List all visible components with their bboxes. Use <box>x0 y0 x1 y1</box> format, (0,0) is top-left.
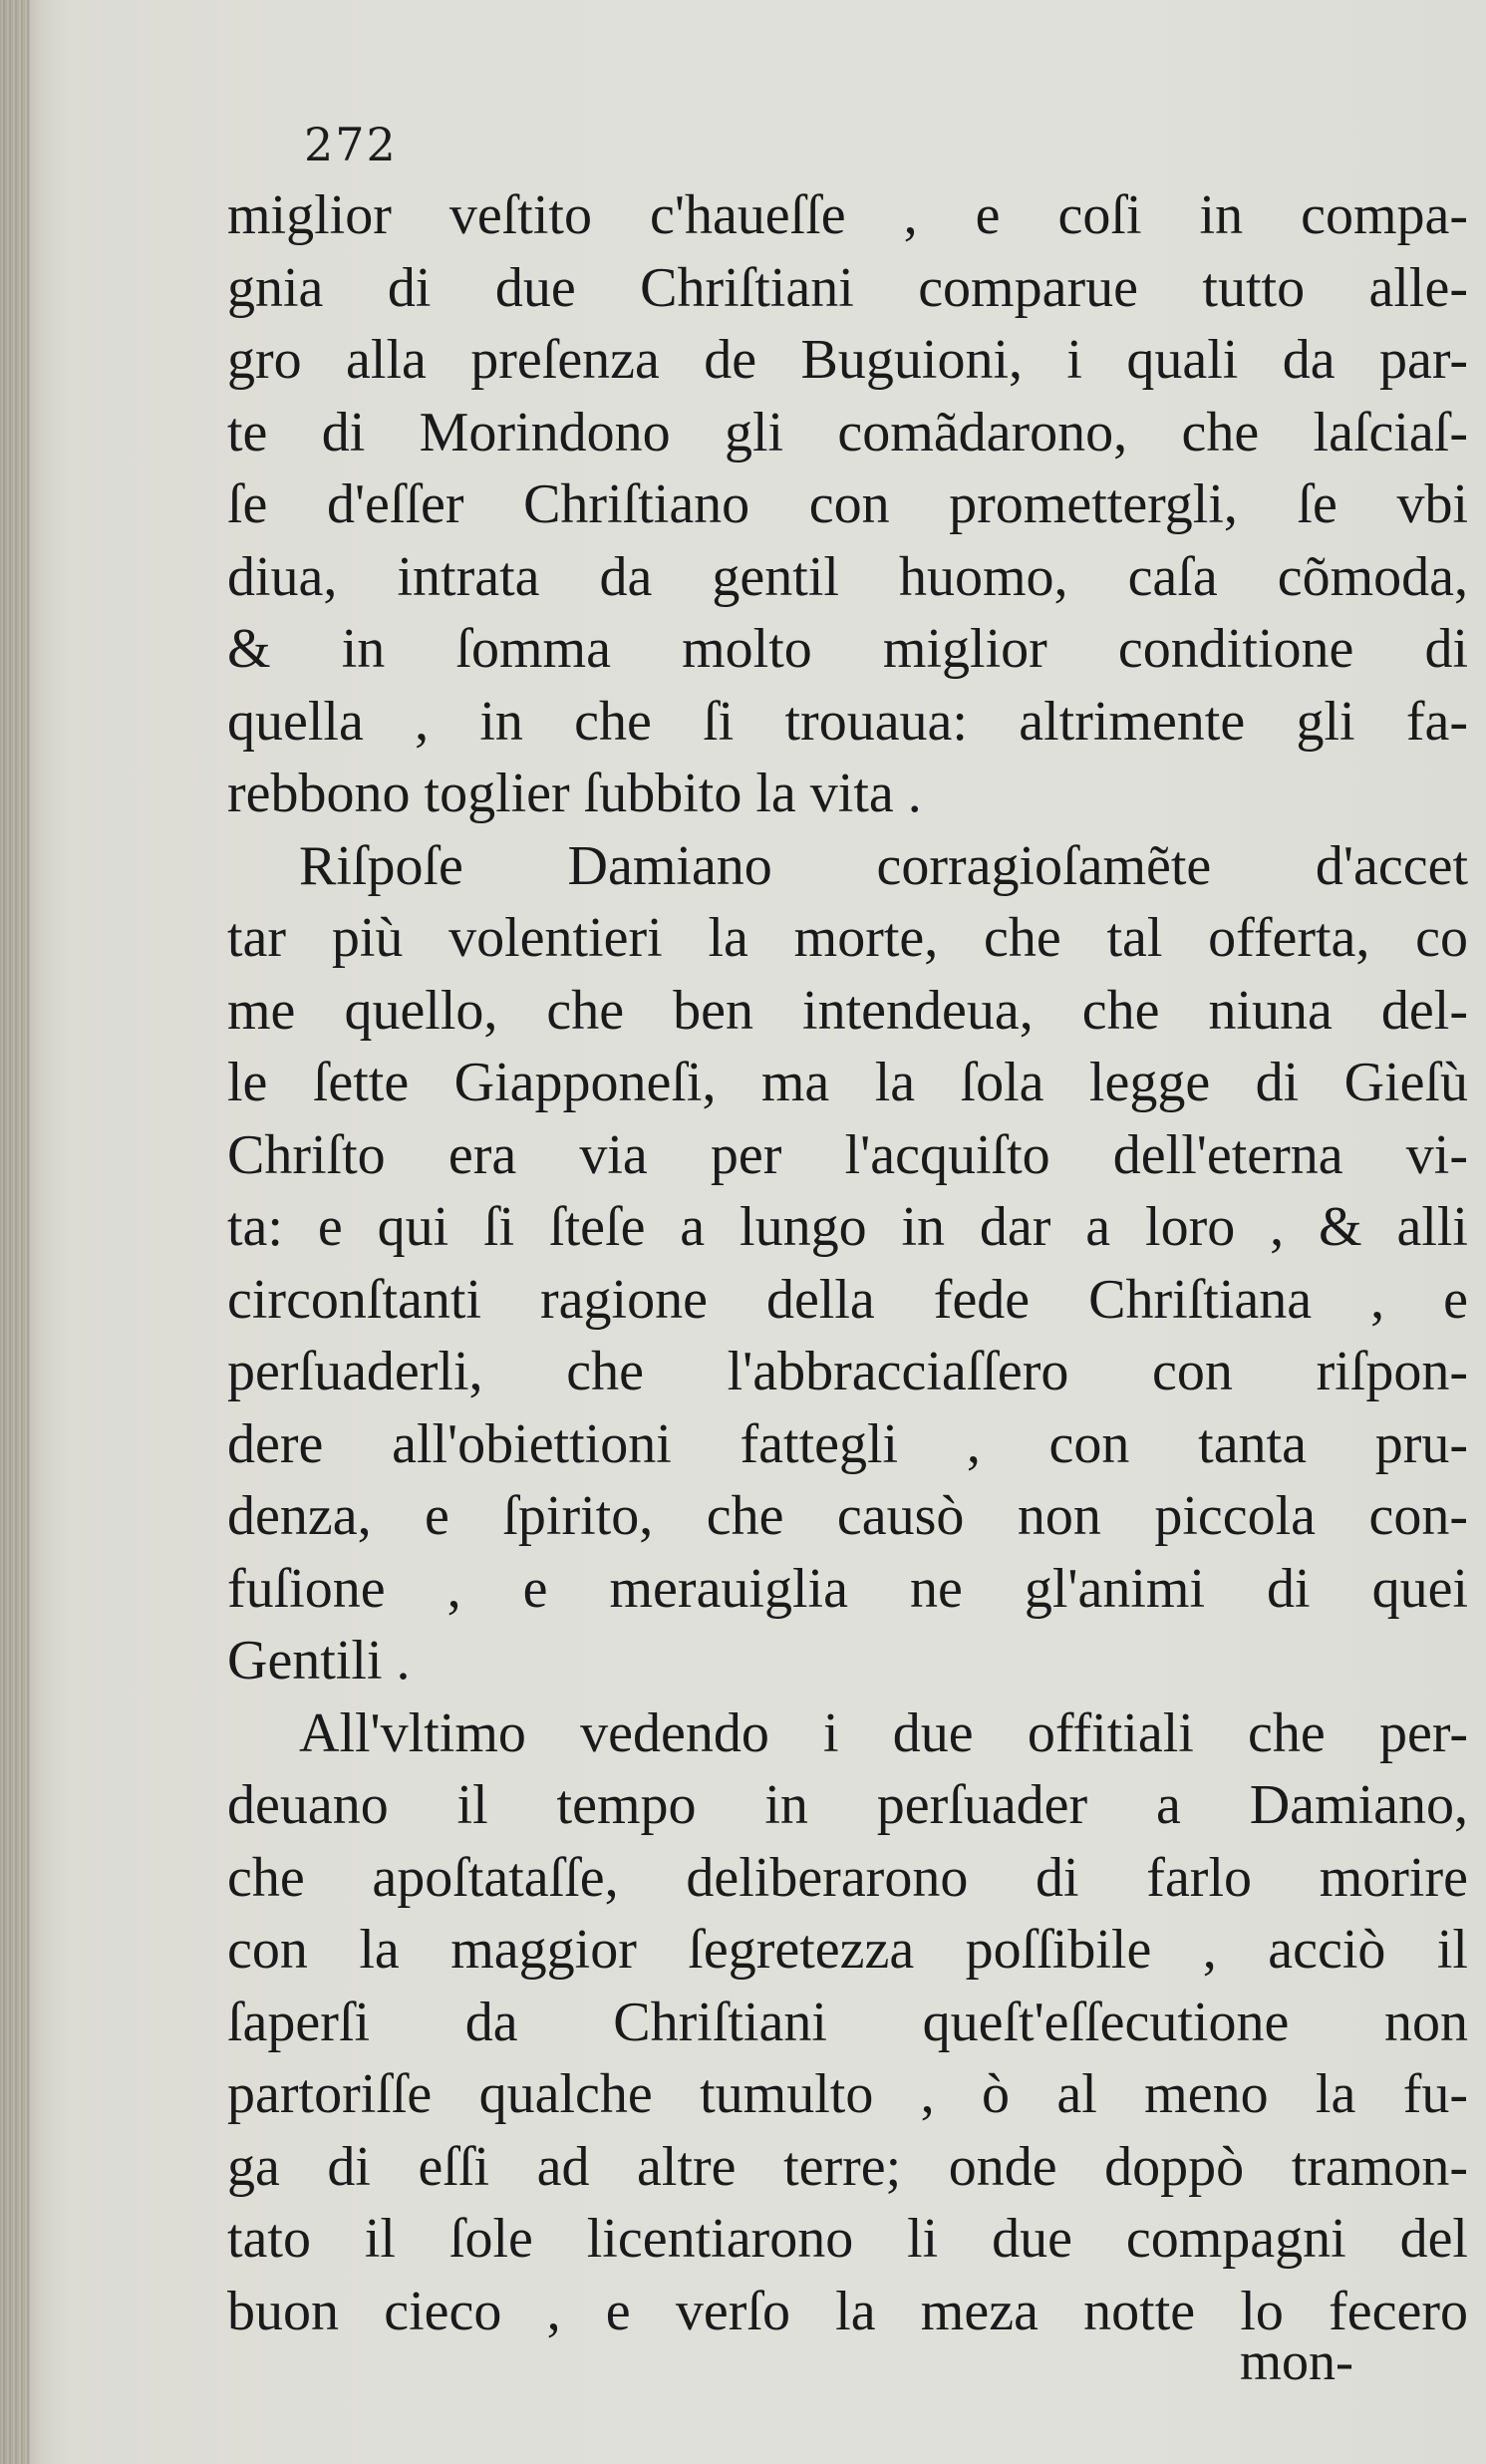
text-line: perſuaderli, che l'abbracciaſſero con riſpon- <box>227 1341 1468 1402</box>
text-line: & in ſomma molto miglior conditione di <box>227 618 1468 680</box>
text-line: che apoſtataſſe, deliberarono di farlo morire <box>227 1846 1468 1909</box>
text-line: partoriſſe qualche tumulto , ò al meno la fu- <box>227 2063 1468 2125</box>
text-line: Chriſto era via per l'acquiſto dell'eterna vi- <box>227 1123 1468 1186</box>
text-line: ſaperſi da Chriſtiani queſt'eſſecutione non <box>227 1991 1468 2053</box>
text-line: te di Morindono gli comãdarono, che laſciaſ- <box>227 401 1468 463</box>
text-line: rebbono toglier ſubbito la vita . <box>227 763 922 824</box>
text-line: le ſette Giapponeſi, ma la ſola legge di Gieſù <box>227 1052 1468 1113</box>
text-line: ta: e qui ſi ſteſe a lungo in dar a loro , & alli <box>227 1196 1468 1258</box>
text-block <box>227 179 1468 2347</box>
text-line: gro alla preſenza de Buguioni, i quali da par- <box>227 329 1468 391</box>
page-edge <box>0 0 30 2464</box>
text-line: fuſione , e merauiglia ne gl'animi di quei <box>227 1557 1468 1620</box>
text-line: All'vltimo vedendo i due offitiali che per- <box>299 1701 1468 1764</box>
text-line: buon cieco , e verſo la meza notte lo fecero <box>227 2280 1468 2342</box>
text-line: gnia di due Chriſtiani comparue tutto alle- <box>227 256 1468 319</box>
text-line: circonſtanti ragione della fede Chriſtiana , e <box>227 1268 1468 1331</box>
text-line: denza, e ſpirito, che causò non piccola con- <box>227 1485 1468 1547</box>
text-line: dere all'obiettioni fattegli , con tanta pru- <box>227 1412 1468 1475</box>
text-line: me quello, che ben intendeua, che niuna del- <box>227 979 1468 1042</box>
catchword: mon- <box>1240 2331 1353 2391</box>
text-line: tar più volentieri la morte, che tal offerta, co <box>227 907 1468 969</box>
text-line: ſe d'eſſer Chriſtiano con promettergli, ſe vbi <box>227 473 1468 535</box>
text-line: quella , in che ſi trouaua: altrimente gli fa- <box>227 690 1468 753</box>
text-line: ga di eſſi ad altre terre; onde doppò tramon- <box>227 2135 1468 2198</box>
text-line: diua, intrata da gentil huomo, caſa cõmoda, <box>227 545 1468 608</box>
text-line: miglior veſtito c'haueſſe , e coſi in compa- <box>227 184 1468 246</box>
text-line: Riſpoſe Damiano corragioſamẽte d'accet <box>299 834 1468 897</box>
page-number: 272 <box>304 118 398 171</box>
text-line: tato il ſole licentiarono li due compagni del <box>227 2208 1468 2270</box>
text-line: deuano il tempo in perſuader a Damiano, <box>227 1774 1468 1836</box>
text-line: con la maggior ſegretezza poſſibile , acciò il <box>227 1919 1468 1981</box>
text-line: Gentili . <box>227 1630 411 1692</box>
